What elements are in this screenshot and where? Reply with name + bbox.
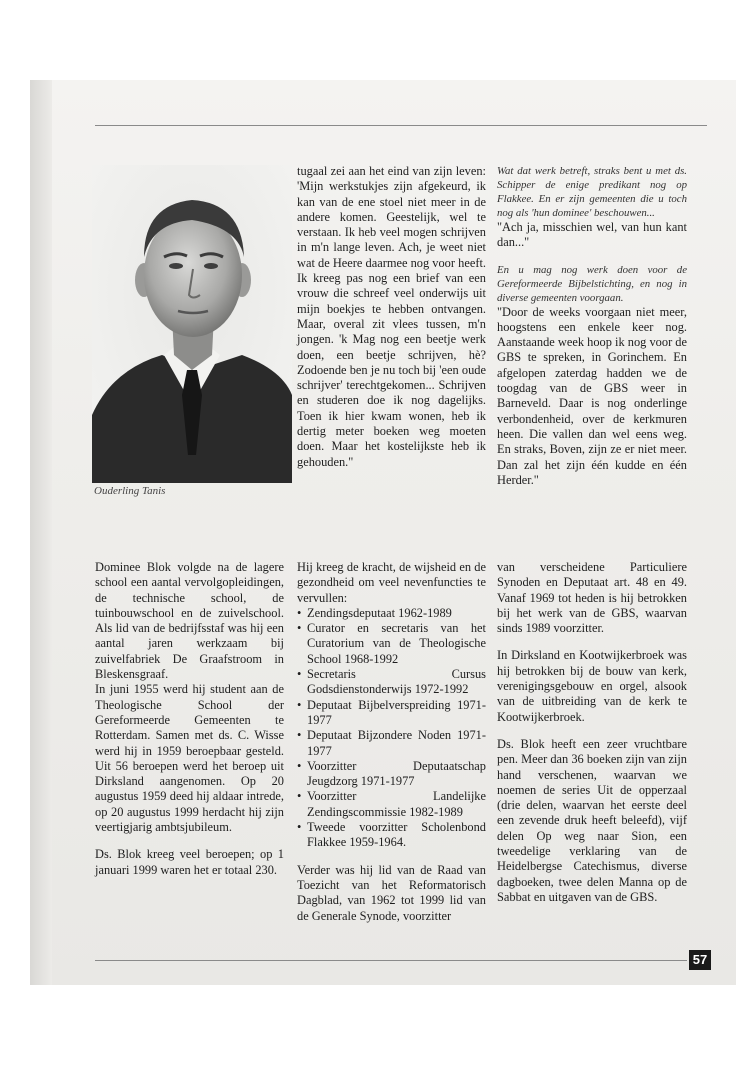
- list-item: • Deputaat Bijbelverspreiding 1971-1977: [297, 698, 486, 729]
- list-item: • Voorzitter Landelijke Zendingscommissie 1982-1989: [297, 789, 486, 820]
- list-item: • Curator en secretaris van het Curatorium van de Theologische School 1968-1992: [297, 621, 486, 667]
- interview-question-2: En u mag nog werk doen voor de Gereformeerde Bijbelstichting, en nog in diverse gemeenten voorgaan.: [497, 263, 687, 304]
- functions-intro: Hij kreeg de kracht, de wijsheid en de gezondheid om veel nevenfuncties te vervullen:: [297, 560, 486, 605]
- bio-paragraph: In juni 1955 werd hij student aan de Theologische School der Gereformeerde Gemeenten te Rotterdam. Samen met ds. C. Wisse werd hij in 1959 beroepbaar gesteld. Uit 56 beroepen werd het beroep uit Dirksland aangenomen. Op 20 augustus 1959 deed hij aldaar intrede, op 20 augustus 1999 herdacht hij zijn veertigjarig ambtsjubileum.: [95, 682, 284, 835]
- functions-list: [297, 606, 486, 851]
- bio-paragraph: Ds. Blok heeft een zeer vruchtbare pen. Meer dan 36 boeken zijn van zijn hand verschenen, waarvan we noemen de series Uit de opperzaal (drie delen, waarvan het eerste deel een zevende druk heeft beleefd), vijf delen Op weg naar Sion, een tweedelige verklaring van de Heidelbergse Catechismus, diverse dagboeken, twee delen Manna op de Sabbat en uitgaven van de GBS.: [497, 736, 687, 904]
- interview-column-2: [497, 164, 687, 488]
- list-item: • Voorzitter Deputaatschap Jeugdzorg 1971-1977: [297, 759, 486, 790]
- bio-column-2: [297, 560, 486, 924]
- bio-paragraph: Ds. Blok kreeg veel beroepen; op 1 januari 1999 waren het er totaal 230.: [95, 847, 284, 877]
- list-item: • Zendingsdeputaat 1962-1989: [297, 606, 486, 621]
- interview-answer-2: "Door de weeks voorgaan niet meer, hoogstens een enkele keer nog. Aanstaande week hoop ik nog voor de GBS te spreken, in Gorinchem. En afgelopen zaterdag hadden we de toogdag van de GBS weer in Barneveld. Daar is nog onderlinge verbondenheid, over de kerkmuren heen. Die vallen dan wel eens weg. En straks, Boven, zijn ze er niet meer. Dan zal het zijn één kudde en één Herder.": [497, 304, 687, 487]
- photo-caption: Ouderling Tanis: [94, 485, 166, 497]
- bio-column-1: [95, 560, 284, 878]
- list-item: • Tweede voorzitter Scholenbond Flakkee 1959-1964.: [297, 820, 486, 851]
- top-rule: [95, 125, 707, 126]
- bio-paragraph: In Dirksland en Kootwijkerbroek was hij betrokken bij de bouw van kerk, verenigingsgebouw en orgel, alsook van de uitbreiding van de kerk te Kootwijkerbroek.: [497, 648, 687, 724]
- list-item: • Secretaris Cursus Godsdienstonderwijs 1972-1992: [297, 667, 486, 698]
- page-spine-shadow: [30, 80, 52, 985]
- bio-paragraph: Verder was hij lid van de Raad van Toezicht van het Reformatorisch Dagblad, van 1962 tot 1999 lid van de Generale Synode, voorzitter: [297, 862, 486, 923]
- page-number: 57: [689, 950, 711, 970]
- interview-question-1: Wat dat werk betreft, straks bent u met ds. Schipper de enige predikant nog op Flakkee. En er zijn gemeenten die u toch nog als 'hun dominee' beschouwen...: [497, 165, 687, 219]
- interview-column-1: [297, 164, 486, 470]
- bottom-rule: [95, 960, 687, 961]
- bio-paragraph: Dominee Blok volgde na de lagere school een aantal vervolgopleidingen, de technische school, de tuinbouwschool en de zuivelschool. Als lid van de bedrijfsstaf was hij een aantal jaren werkzaam bij zuivelfabriek De Graafstroom in Bleskensgraaf.: [95, 560, 284, 682]
- portrait-photo: [92, 165, 292, 483]
- bio-paragraph: van verscheidene Particuliere Synoden en Deputaat art. 48 en 49. Vanaf 1969 tot heden is hij betrokken bij het werk van de GBS, waarvan sinds 1989 voorzitter.: [497, 560, 687, 636]
- interview-text-1: tugaal zei aan het eind van zijn leven: 'Mijn werkstukjes zijn afgekeurd, ik kan van de ene stoel niet meer in de andere komen. Geestelijk, wel te verstaan. Ik heb veel mogen schrijven in m'n lange leven. Ach, je weet niet wat de Heere daarmee nog voor heeft. Ik kreeg pas nog een brief van een vrouw die schreef veel onderwijs uit mijn boekjes te hebben ontvangen. Maar, overal zit vlees tussen, m'n jongen. 'k Mag nog een beetje werk doen, een beetje schrijven, hè? Zodoende ben je nu toch bij 'een oude schrijver' terechtgekomen... Schrijven en studeren doe ik nog dagelijks. Toen ik hier kwam wonen, heb ik dertig meter boeken weg moeten doen. Maar het kostelijkste heb ik gehouden.": [297, 164, 486, 469]
- interview-answer-1: "Ach ja, misschien wel, van hun kant dan...": [497, 220, 687, 250]
- list-item: • Deputaat Bijzondere Noden 1971-1977: [297, 728, 486, 759]
- bio-column-3: [497, 560, 687, 905]
